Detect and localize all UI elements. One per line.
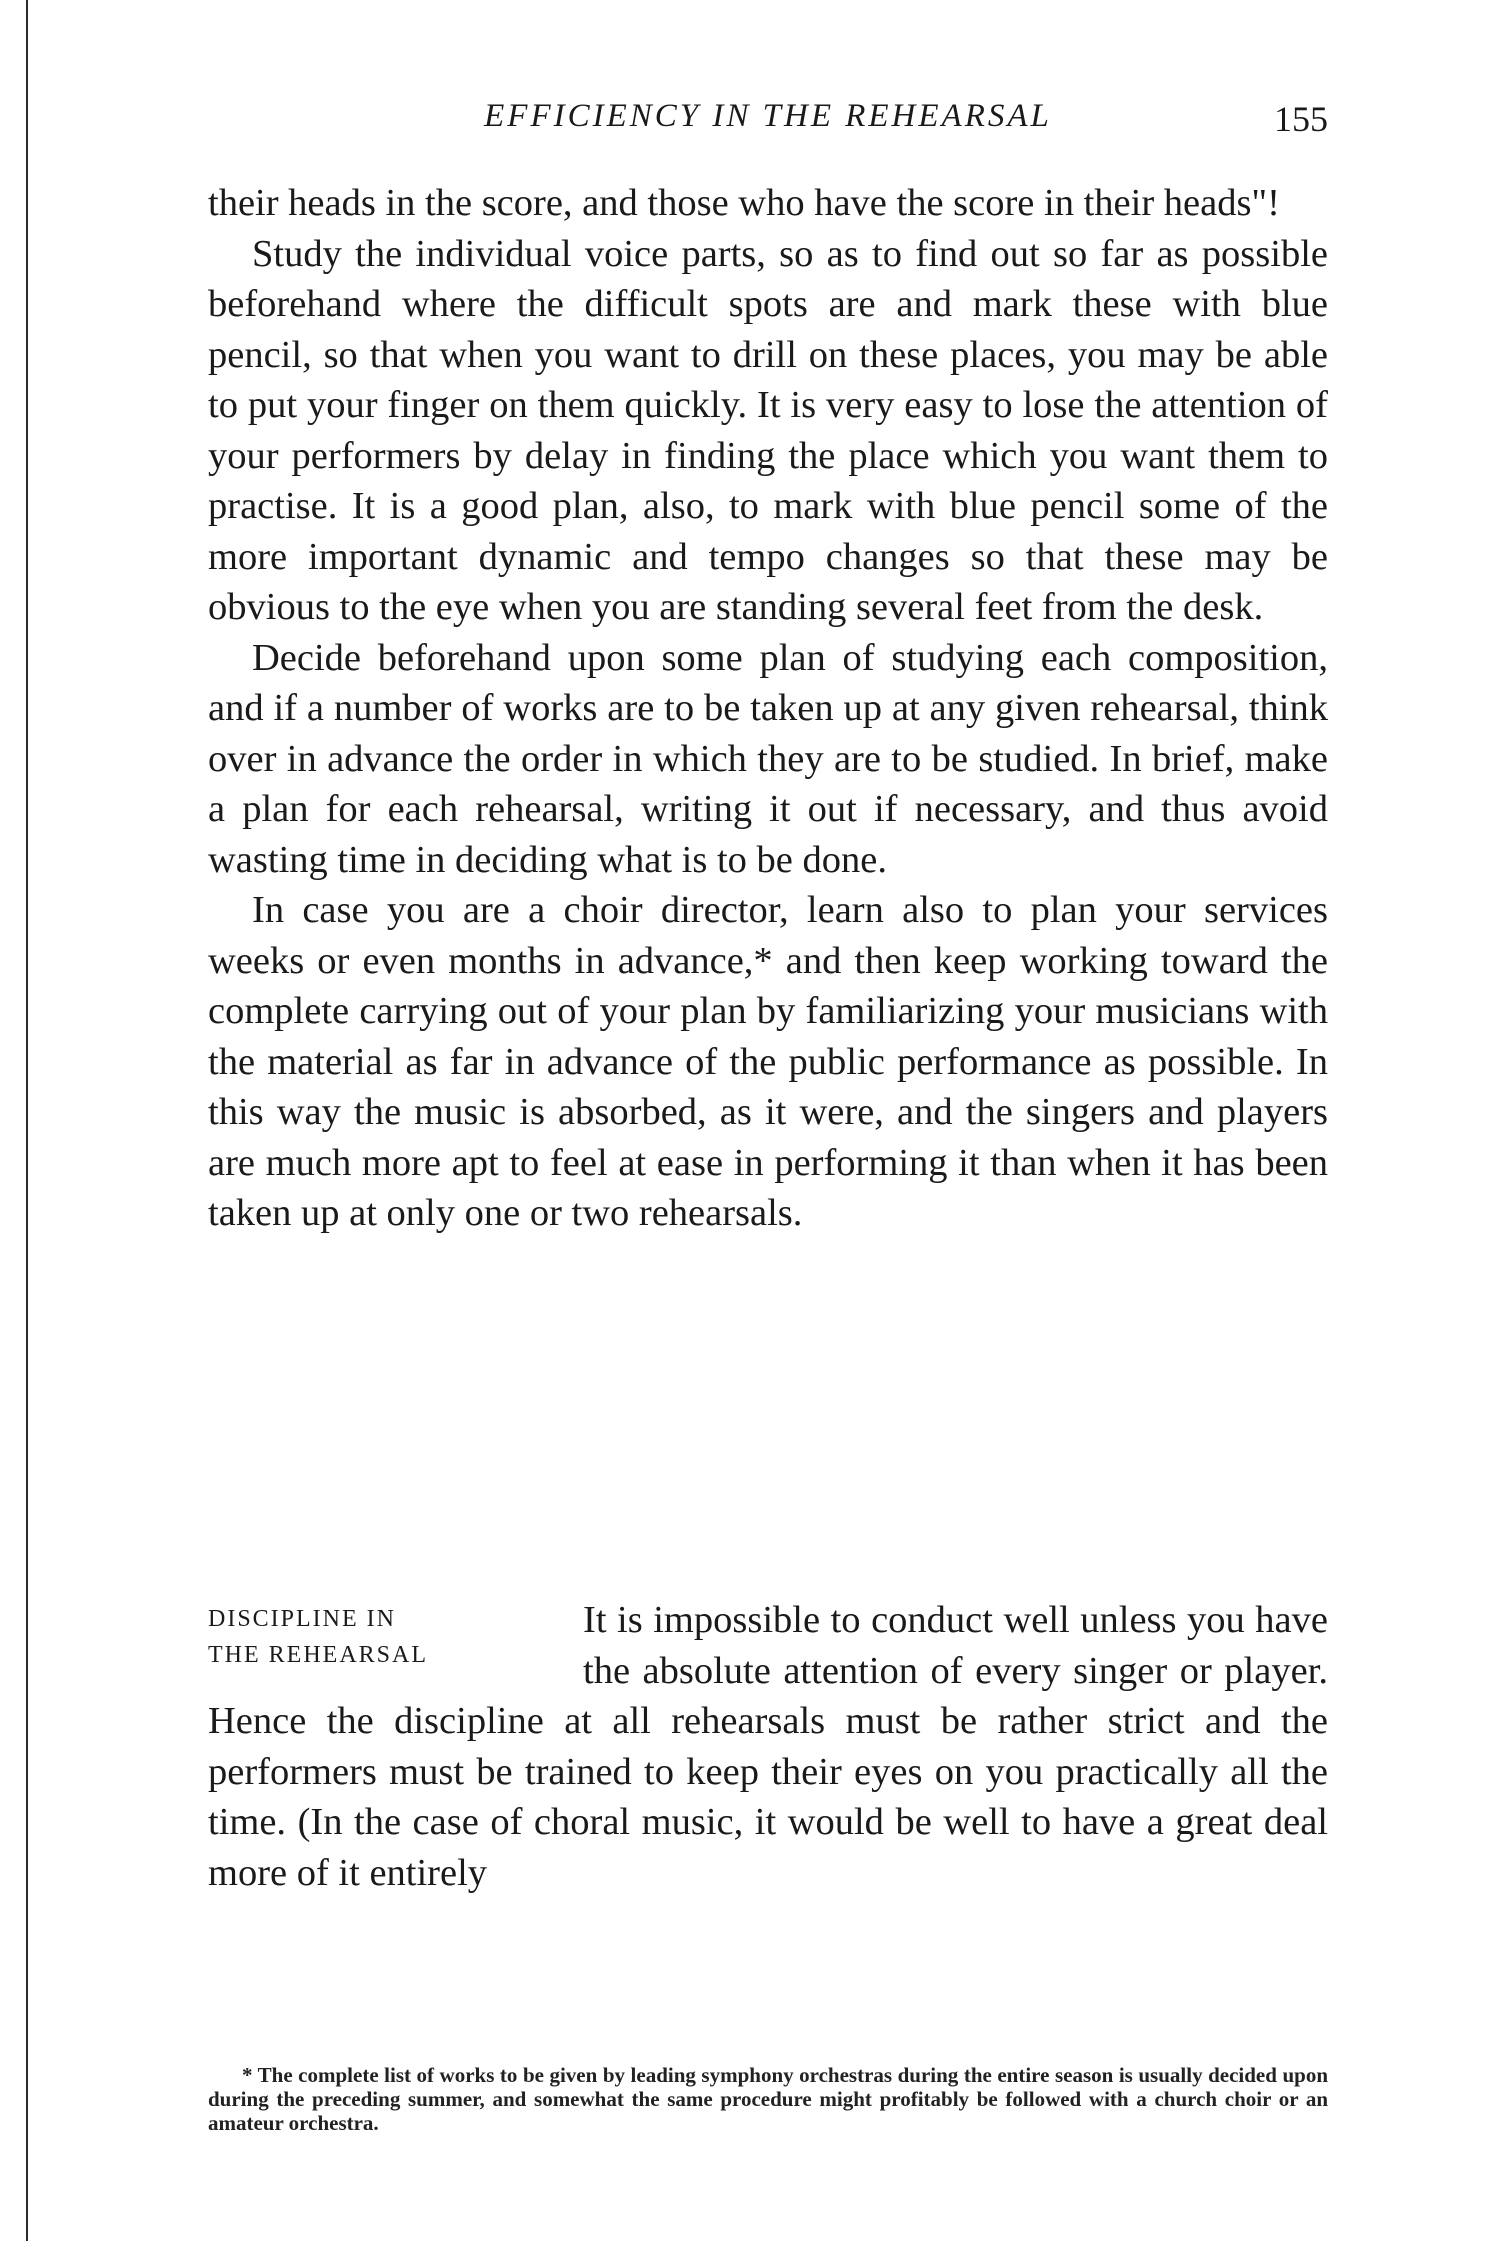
sidehead-line-1: DISCIPLINE IN bbox=[208, 1606, 396, 1632]
section-discipline bbox=[208, 1595, 1328, 1898]
binding-edge-line bbox=[26, 0, 28, 2241]
paragraph-continued: their heads in the score, and those who have the score in their heads"! bbox=[208, 182, 1280, 224]
section-sidehead bbox=[208, 1601, 553, 1673]
paragraph-choir-director: In case you are a choir director, learn also to plan your services weeks or even months in advance,* and then keep working toward the complete carrying out of your plan by familiarizing your musicians with the material as far in advance of the public performance as possible. In this way the music is absorbed, as it were, and the singers and players are much more apt to feel at ease in performing it than when it has been taken up at only one or two rehearsals. bbox=[208, 889, 1328, 1234]
footnote-text: * The complete list of works to be given by leading symphony orchestras during the entire season is usually decided upon during the preceding summer, and somewhat the same procedure might profitably be followed with a church choir or an amateur orchestra. bbox=[208, 2063, 1328, 2135]
page-header bbox=[208, 98, 1328, 148]
footnote bbox=[208, 2063, 1328, 2135]
body-text bbox=[208, 178, 1328, 1239]
sidehead-line-2: THE REHEARSAL bbox=[208, 1642, 428, 1668]
running-head: EFFICIENCY IN THE REHEARSAL bbox=[484, 98, 1052, 134]
section-text: It is impossible to conduct well unless you have the absolute attention of every singer or player. Hence the discipline at all rehearsals must be rather strict and the performers must be trained to keep their eyes on you practically all the time. (In the case of choral music, it would be well to have a great deal more of it entirely bbox=[208, 1599, 1328, 1894]
page-number: 155 bbox=[1274, 99, 1328, 139]
paragraph-plan-rehearsal: Decide beforehand upon some plan of studying each composition, and if a number of works are to be taken up at any given rehearsal, think over in advance the order in which they are to be studied. In brief, make a plan for each rehearsal, writing it out if necessary, and thus avoid wasting time in deciding what is to be done. bbox=[208, 636, 1328, 881]
paragraph-study-parts: Study the individual voice parts, so as to find out so far as possible beforehand where the difficult spots are and mark these with blue pencil, so that when you want to drill on these places, you may be able to put your finger on them quickly. It is very easy to lose the attention of your performers by delay in finding the place which you want them to practise. It is a good plan, also, to mark with blue pencil some of the more important dynamic and tempo changes so that these may be obvious to the eye when you are standing several feet from the desk. bbox=[208, 232, 1328, 628]
